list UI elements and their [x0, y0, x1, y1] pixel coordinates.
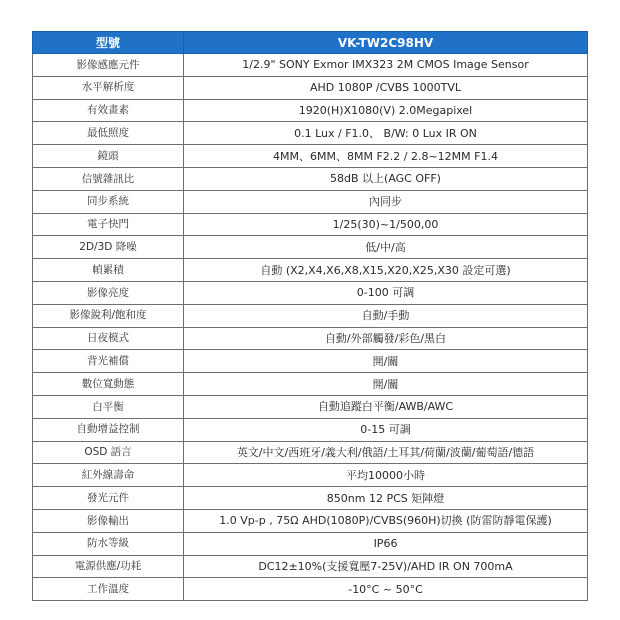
- spec-label: 同步系統: [33, 190, 184, 213]
- spec-value: 0-15 可調: [184, 418, 588, 441]
- table-row: [33, 99, 588, 122]
- spec-label: 電子快門: [33, 213, 184, 236]
- spec-label: 白平衡: [33, 395, 184, 418]
- table-row: [33, 281, 588, 304]
- table-row: [33, 395, 588, 418]
- spec-table-header: [33, 32, 588, 54]
- header-label-cell: 型號: [33, 32, 184, 54]
- spec-label: 有效畫素: [33, 99, 184, 122]
- table-row: [33, 373, 588, 396]
- table-row: [33, 441, 588, 464]
- spec-value: -10°C ~ 50°C: [184, 578, 588, 601]
- spec-label: 影像銳利/飽和度: [33, 304, 184, 327]
- spec-label: 發光元件: [33, 487, 184, 510]
- table-row: [33, 167, 588, 190]
- table-row: [33, 190, 588, 213]
- table-row: [33, 350, 588, 373]
- spec-value: 1920(H)X1080(V) 2.0Megapixel: [184, 99, 588, 122]
- spec-value: 內同步: [184, 190, 588, 213]
- table-row: [33, 54, 588, 77]
- header-row: [33, 32, 588, 54]
- spec-label: 水平解析度: [33, 76, 184, 99]
- table-row: [33, 487, 588, 510]
- header-model-cell: VK-TW2C98HV: [184, 32, 588, 54]
- spec-label: 紅外線壽命: [33, 464, 184, 487]
- spec-table-body: [33, 54, 588, 601]
- spec-value: 平均10000小時: [184, 464, 588, 487]
- spec-table: [32, 31, 588, 601]
- table-row: [33, 122, 588, 145]
- table-row: [33, 555, 588, 578]
- spec-value: 開/關: [184, 373, 588, 396]
- table-row: [33, 213, 588, 236]
- spec-value: DC12±10%(支援寬壓7-25V)/AHD IR ON 700mA: [184, 555, 588, 578]
- spec-label: 日夜模式: [33, 327, 184, 350]
- table-row: [33, 532, 588, 555]
- table-row: [33, 236, 588, 259]
- table-row: [33, 509, 588, 532]
- table-row: [33, 76, 588, 99]
- spec-label: 影像感應元件: [33, 54, 184, 77]
- table-row: [33, 259, 588, 282]
- table-row: [33, 578, 588, 601]
- spec-value: 0-100 可調: [184, 281, 588, 304]
- table-row: [33, 327, 588, 350]
- spec-label: 信號雜訊比: [33, 167, 184, 190]
- spec-value: IP66: [184, 532, 588, 555]
- spec-label: 2D/3D 降噪: [33, 236, 184, 259]
- spec-value: 自動/手動: [184, 304, 588, 327]
- spec-value: 低/中/高: [184, 236, 588, 259]
- spec-label: 工作溫度: [33, 578, 184, 601]
- spec-value: 850nm 12 PCS 矩陣燈: [184, 487, 588, 510]
- table-row: [33, 464, 588, 487]
- spec-label: 背光補償: [33, 350, 184, 373]
- spec-label: 幀累積: [33, 259, 184, 282]
- spec-value: 自動/外部觸發/彩色/黑白: [184, 327, 588, 350]
- spec-label: 防水等級: [33, 532, 184, 555]
- spec-label: OSD 語言: [33, 441, 184, 464]
- spec-label: 數位寬動態: [33, 373, 184, 396]
- table-row: [33, 304, 588, 327]
- spec-value: 4MM、6MM、8MM F2.2 / 2.8~12MM F1.4: [184, 145, 588, 168]
- spec-value: 英文/中文/西班牙/義大利/俄語/土耳其/荷蘭/波蘭/葡萄語/德語: [184, 441, 588, 464]
- spec-label: 影像輸出: [33, 509, 184, 532]
- spec-value: 自動 (X2,X4,X6,X8,X15,X20,X25,X30 設定可選): [184, 259, 588, 282]
- spec-value: 58dB 以上(AGC OFF): [184, 167, 588, 190]
- table-row: [33, 145, 588, 168]
- spec-value: 1/2.9" SONY Exmor IMX323 2M CMOS Image Sensor: [184, 54, 588, 77]
- spec-value: 1/25(30)~1/500,00: [184, 213, 588, 236]
- spec-label: 影像亮度: [33, 281, 184, 304]
- spec-label: 最低照度: [33, 122, 184, 145]
- spec-label: 電源供應/功耗: [33, 555, 184, 578]
- spec-value: AHD 1080P /CVBS 1000TVL: [184, 76, 588, 99]
- spec-value: 開/關: [184, 350, 588, 373]
- spec-label: 鏡頭: [33, 145, 184, 168]
- spec-value: 自動追蹤白平衡/AWB/AWC: [184, 395, 588, 418]
- table-row: [33, 418, 588, 441]
- spec-label: 自動增益控制: [33, 418, 184, 441]
- spec-value: 1.0 Vp-p , 75Ω AHD(1080P)/CVBS(960H)切換 (防雷防靜電保護): [184, 509, 588, 532]
- spec-value: 0.1 Lux / F1.0、 B/W: 0 Lux IR ON: [184, 122, 588, 145]
